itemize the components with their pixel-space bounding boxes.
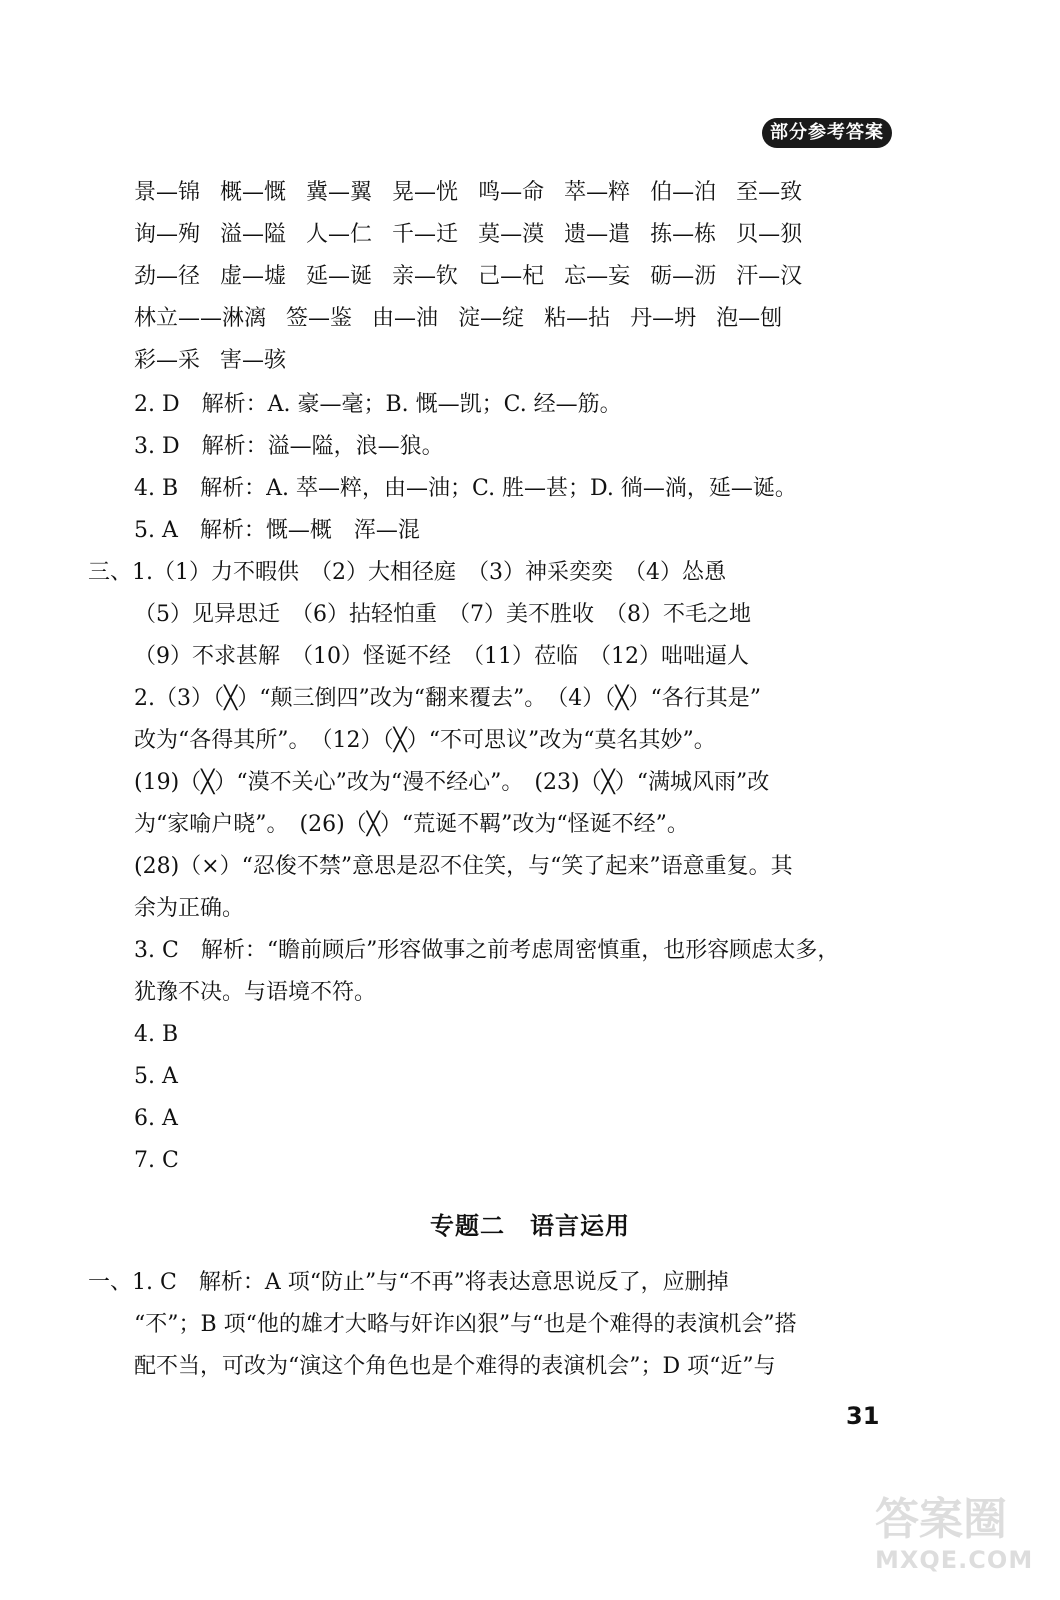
answer-line: 4. B: [134, 1022, 179, 1047]
word-pair: 概—慨: [220, 180, 287, 205]
word-pair: 由—油: [372, 306, 439, 331]
word-pair: 溢—隘: [220, 222, 287, 247]
answer-line: 6. A: [134, 1106, 178, 1131]
word-pair: 萃—粹: [564, 180, 631, 205]
answer-line: 三、1.（1）力不暇供 （2）大相径庭 （3）神采奕奕 （4）怂恿: [88, 560, 726, 585]
word-pair: 伯—泊: [650, 180, 717, 205]
word-pair: 粘—拈: [544, 306, 611, 331]
answer-line: （5）见异思迁 （6）拈轻怕重 （7）美不胜收 （8）不毛之地: [134, 602, 751, 627]
answer-line: “不”；B 项“他的雄才大略与奸诈凶狠”与“也是个难得的表演机会”搭: [134, 1312, 797, 1337]
answer-line: 5. A: [134, 1064, 178, 1089]
word-pair: 人—仁: [306, 222, 373, 247]
answer-line: (19)（╳）“漠不关心”改为“漫不经心”。 (23)（╳）“满城风雨”改: [134, 770, 770, 795]
word-pair: 至—致: [736, 180, 803, 205]
word-pair: 冀—翼: [306, 180, 373, 205]
answer-line: 5. A 解析：慨—概 浑—混: [134, 518, 420, 543]
word-pair: 己—杞: [478, 264, 545, 289]
page-number: 31: [846, 1402, 880, 1430]
answer-line: 4. B 解析：A. 萃—粹，由—油；C. 胜—甚；D. 徜—淌，延—诞。: [134, 476, 797, 501]
answer-line: 改为“各得其所”。 （12）（╳）“不可思议”改为“莫名其妙”。: [134, 728, 716, 753]
answer-line: 7. C: [134, 1148, 179, 1173]
pair-row: [134, 178, 822, 208]
watermark-url: MXQE.COM: [875, 1546, 1034, 1574]
word-pair: 莫—漠: [478, 222, 545, 247]
word-pair: 害—骇: [220, 348, 287, 373]
answer-line: （9）不求甚解 （10）怪诞不经 （11）莅临 （12）咄咄逼人: [134, 644, 749, 669]
pair-row: [134, 220, 822, 250]
pair-row: [134, 304, 802, 334]
word-pair: 劲—径: [134, 264, 201, 289]
word-pair: 询—殉: [134, 222, 201, 247]
pair-row: [134, 262, 822, 292]
word-pair: 鸣—命: [478, 180, 545, 205]
word-pair: 千—迁: [392, 222, 459, 247]
word-pair: 签—鉴: [286, 306, 353, 331]
word-pair: 亲—钦: [392, 264, 459, 289]
word-pair: 贝—狈: [736, 222, 803, 247]
word-pair: 泡—刨: [716, 306, 783, 331]
word-pair: 彩—采: [134, 348, 201, 373]
word-pair: 遗—遣: [564, 222, 631, 247]
pair-row: [134, 346, 306, 376]
word-pair: 丹—坍: [630, 306, 697, 331]
answer-line: 余为正确。: [134, 896, 245, 921]
word-pair: 忘—妄: [564, 264, 631, 289]
word-pair: 拣—栋: [650, 222, 717, 247]
answer-line: 2. D 解析：A. 豪—毫；B. 慨—凯；C. 经—筋。: [134, 392, 622, 417]
watermark-text: 答案圈: [875, 1494, 1007, 1545]
section-title: 专题二 语言运用: [430, 1212, 630, 1240]
watermark-logo: [875, 1494, 1040, 1594]
word-pair: 景—锦: [134, 180, 201, 205]
answer-line: 一、1. C 解析：A 项“防止”与“不再”将表达意思说反了，应删掉: [88, 1270, 729, 1295]
answer-line: 3. C 解析：“瞻前顾后”形容做事之前考虑周密慎重，也形容顾虑太多，: [134, 938, 840, 963]
answer-line: 犹豫不决。与语境不符。: [134, 980, 377, 1005]
section-badge: 部分参考答案: [762, 118, 892, 148]
word-pair: 延—诞: [306, 264, 373, 289]
word-pair: 淀—绽: [458, 306, 525, 331]
answer-line: 2.（3）（╳）“颠三倒四”改为“翻来覆去”。 （4）（╳）“各行其是”: [134, 686, 761, 711]
word-pair: 砺—沥: [650, 264, 717, 289]
answer-line: (28)（×）“忍俊不禁”意思是忍不住笑，与“笑了起来”语意重复。其: [134, 854, 793, 879]
word-pair: 晃—恍: [392, 180, 459, 205]
answer-line: 为“家喻户晓”。 (26)（╳）“荒诞不羁”改为“怪诞不经”。: [134, 812, 689, 837]
word-pair: 林立——淋漓: [134, 306, 267, 331]
word-pair: 虚—墟: [220, 264, 287, 289]
answer-line: 3. D 解析：溢—隘，浪—狼。: [134, 434, 444, 459]
word-pair: 汗—汉: [736, 264, 803, 289]
answer-line: 配不当，可改为“演这个角色也是个难得的表演机会”；D 项“近”与: [134, 1354, 776, 1379]
